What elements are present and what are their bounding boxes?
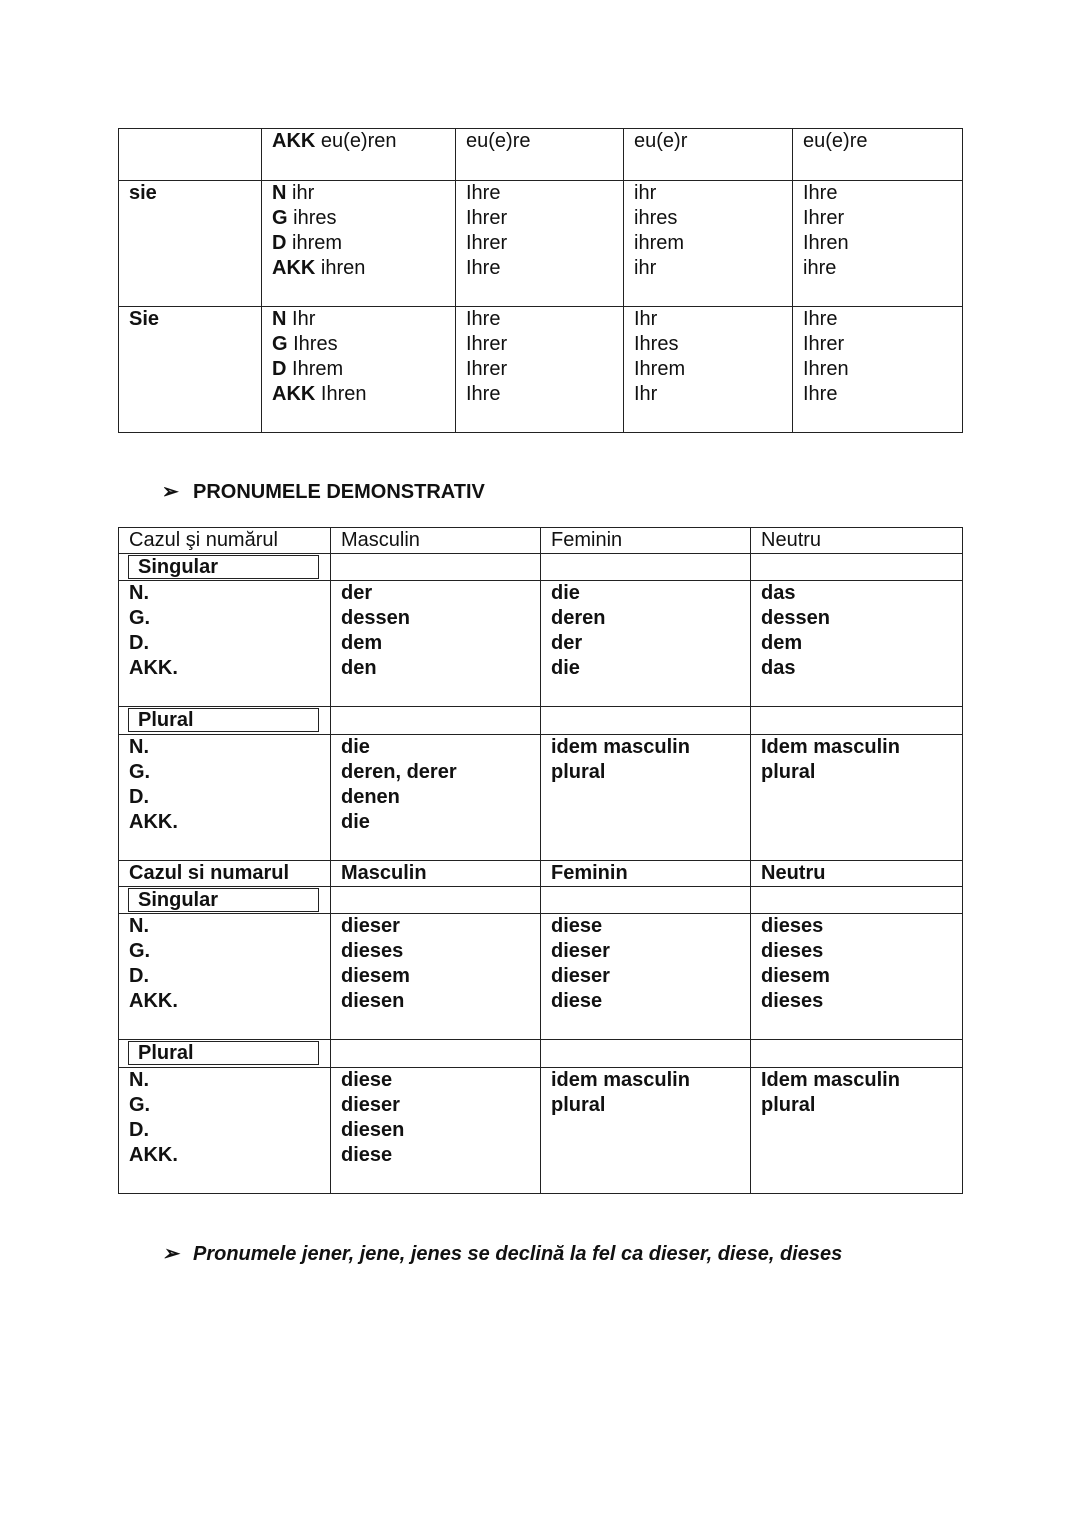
case-abbr: N bbox=[272, 182, 287, 204]
form-line bbox=[466, 206, 623, 231]
form-line bbox=[466, 256, 623, 281]
form-value: der bbox=[551, 632, 583, 654]
number-label-row bbox=[119, 1040, 963, 1068]
case-abbr: AKK bbox=[272, 130, 316, 152]
column-header-text: Cazul si numarul bbox=[129, 862, 290, 884]
form-line bbox=[803, 332, 962, 357]
form-line bbox=[272, 332, 455, 357]
form-value: den bbox=[341, 657, 377, 679]
number-label-cell bbox=[119, 887, 331, 914]
form-value: ihr bbox=[634, 257, 657, 279]
number-label-cell bbox=[119, 707, 331, 735]
number-label-row bbox=[119, 707, 963, 735]
column-header bbox=[751, 528, 963, 554]
form-line bbox=[634, 332, 792, 357]
form-value: Ihren bbox=[803, 232, 849, 254]
form-value: Idem masculin bbox=[761, 1069, 900, 1091]
form-cell bbox=[456, 307, 624, 433]
form-value: ihr bbox=[634, 182, 657, 204]
case-abbr: D bbox=[272, 232, 287, 254]
forms-cell bbox=[541, 914, 751, 1040]
form-value: Ihrer bbox=[466, 207, 508, 229]
form-value: die bbox=[551, 657, 580, 679]
case-abbr: D bbox=[272, 358, 287, 380]
forms-row bbox=[119, 581, 963, 707]
number-label-row bbox=[119, 887, 963, 914]
column-header-text: Feminin bbox=[551, 529, 623, 551]
forms-cell bbox=[751, 735, 963, 861]
case-label: AKK. bbox=[129, 657, 178, 679]
empty-cell bbox=[751, 554, 963, 581]
form-value: ihr bbox=[292, 182, 315, 204]
header-row bbox=[119, 861, 963, 887]
column-header-text: Masculin bbox=[341, 862, 427, 884]
form-cell bbox=[624, 307, 793, 433]
case-label: AKK. bbox=[129, 1144, 178, 1166]
number-label-singular: Singular bbox=[128, 888, 319, 912]
form-value: Ihrer bbox=[803, 207, 845, 229]
case-abbr: G bbox=[272, 333, 288, 355]
form-value: die bbox=[551, 582, 580, 604]
cases-cell bbox=[119, 1068, 331, 1194]
form-line bbox=[803, 129, 962, 154]
form-value: eu(e)re bbox=[803, 130, 868, 152]
cases-cell bbox=[119, 581, 331, 707]
forms-row bbox=[119, 914, 963, 1040]
form-line bbox=[803, 206, 962, 231]
form-value: ihrem bbox=[634, 232, 685, 254]
demonstrative-pronoun-table bbox=[118, 527, 963, 1194]
form-line bbox=[272, 206, 455, 231]
table-row bbox=[119, 129, 963, 181]
forms-row bbox=[119, 1068, 963, 1194]
form-value: diesem bbox=[761, 965, 830, 987]
form-cell bbox=[624, 181, 793, 307]
column-header bbox=[119, 528, 331, 554]
form-line bbox=[803, 231, 962, 256]
form-line bbox=[466, 382, 623, 407]
empty-cell bbox=[541, 707, 751, 735]
case-abbr: AKK bbox=[272, 383, 316, 405]
form-value: plural bbox=[761, 761, 816, 783]
form-value: Ihre bbox=[803, 182, 838, 204]
case-label: G. bbox=[129, 1094, 151, 1116]
case-label: G. bbox=[129, 607, 151, 629]
pronoun-cell bbox=[119, 181, 262, 307]
forms-row bbox=[119, 735, 963, 861]
case-label: AKK. bbox=[129, 990, 178, 1012]
form-line bbox=[466, 129, 623, 154]
form-value: die bbox=[341, 811, 370, 833]
note-text: Pronumele jener, jene, jenes se declină la fel ca dieser, diese, dieses bbox=[193, 1243, 843, 1265]
form-line bbox=[803, 256, 962, 281]
form-value: Ihrer bbox=[803, 333, 845, 355]
form-value: dieses bbox=[341, 940, 404, 962]
form-cell bbox=[262, 181, 456, 307]
form-line bbox=[803, 357, 962, 382]
empty-cell bbox=[331, 1040, 541, 1068]
form-line bbox=[272, 181, 455, 206]
column-header-text: Neutru bbox=[761, 529, 822, 551]
form-line bbox=[634, 231, 792, 256]
empty-cell bbox=[541, 554, 751, 581]
form-value: diese bbox=[341, 1069, 393, 1091]
number-label-singular: Singular bbox=[128, 555, 319, 579]
form-value: diesen bbox=[341, 990, 405, 1012]
form-line bbox=[803, 382, 962, 407]
form-cell bbox=[262, 129, 456, 181]
form-value: dieser bbox=[341, 1094, 400, 1116]
empty-cell bbox=[541, 887, 751, 914]
form-value: diese bbox=[551, 915, 603, 937]
forms-cell bbox=[331, 1068, 541, 1194]
forms-cell bbox=[751, 914, 963, 1040]
form-value: diesen bbox=[341, 1119, 405, 1141]
form-value: das bbox=[761, 657, 796, 679]
empty-cell bbox=[541, 1040, 751, 1068]
form-value: ihrem bbox=[292, 232, 343, 254]
form-value: eu(e)ren bbox=[320, 130, 397, 152]
form-value: diese bbox=[551, 990, 603, 1012]
cases-cell bbox=[119, 735, 331, 861]
form-line bbox=[634, 382, 792, 407]
case-label: N. bbox=[129, 736, 149, 758]
heading-text: PRONUMELE DEMONSTRATIV bbox=[193, 481, 485, 503]
form-value: ihre bbox=[803, 257, 837, 279]
form-value: Ihren bbox=[320, 383, 367, 405]
form-cell bbox=[793, 129, 963, 181]
form-value: Ihrem bbox=[292, 358, 344, 380]
empty-cell bbox=[751, 1040, 963, 1068]
case-label: D. bbox=[129, 1119, 149, 1141]
empty-cell bbox=[331, 554, 541, 581]
form-value: Ihren bbox=[803, 358, 849, 380]
form-line bbox=[803, 307, 962, 332]
pronoun-cell bbox=[119, 307, 262, 433]
form-value: dieser bbox=[341, 915, 400, 937]
form-line bbox=[272, 129, 455, 154]
form-value: ihren bbox=[320, 257, 366, 279]
arrow-bullet-icon: ➢ bbox=[162, 1243, 179, 1265]
form-value: dieses bbox=[761, 915, 824, 937]
form-value: dieser bbox=[551, 940, 610, 962]
note-jener bbox=[162, 1241, 842, 1266]
form-value: denen bbox=[341, 786, 400, 808]
form-value: das bbox=[761, 582, 796, 604]
form-line bbox=[466, 332, 623, 357]
form-line bbox=[272, 256, 455, 281]
form-value: idem masculin bbox=[551, 736, 690, 758]
form-value: Ihres bbox=[293, 333, 338, 355]
form-value: dieses bbox=[761, 940, 824, 962]
form-value: Ihre bbox=[803, 383, 838, 405]
forms-cell bbox=[331, 735, 541, 861]
column-header bbox=[119, 861, 331, 887]
forms-cell bbox=[331, 914, 541, 1040]
form-value: ihres bbox=[293, 207, 337, 229]
form-value: Ihrer bbox=[466, 333, 508, 355]
case-abbr: AKK bbox=[272, 257, 316, 279]
pronoun-cell bbox=[119, 129, 262, 181]
form-cell bbox=[262, 307, 456, 433]
column-header-text: Masculin bbox=[341, 529, 420, 551]
form-value: dieser bbox=[551, 965, 610, 987]
column-header bbox=[751, 861, 963, 887]
form-line bbox=[634, 181, 792, 206]
case-label: D. bbox=[129, 786, 149, 808]
form-line bbox=[466, 357, 623, 382]
case-label: N. bbox=[129, 1069, 149, 1091]
forms-cell bbox=[751, 581, 963, 707]
empty-cell bbox=[751, 887, 963, 914]
form-value: Ihr bbox=[292, 308, 316, 330]
form-value: Ihre bbox=[466, 257, 501, 279]
case-label: D. bbox=[129, 965, 149, 987]
form-cell bbox=[624, 129, 793, 181]
form-value: Ihrem bbox=[634, 358, 686, 380]
arrow-bullet-icon: ➢ bbox=[162, 481, 179, 503]
number-label-plural: Plural bbox=[128, 708, 319, 732]
form-line bbox=[466, 307, 623, 332]
cases-cell bbox=[119, 914, 331, 1040]
form-line bbox=[272, 357, 455, 382]
forms-cell bbox=[541, 735, 751, 861]
form-value: plural bbox=[551, 1094, 606, 1116]
form-line bbox=[272, 231, 455, 256]
form-value: Ihr bbox=[634, 308, 658, 330]
case-label: N. bbox=[129, 582, 149, 604]
case-abbr: N bbox=[272, 308, 287, 330]
column-header-text: Cazul şi numărul bbox=[129, 529, 278, 551]
number-label-row bbox=[119, 554, 963, 581]
pronoun-label: sie bbox=[129, 182, 157, 204]
form-value: eu(e)r bbox=[634, 130, 688, 152]
number-label-cell bbox=[119, 554, 331, 581]
form-value: deren, derer bbox=[341, 761, 457, 783]
form-line bbox=[272, 307, 455, 332]
case-label: N. bbox=[129, 915, 149, 937]
possessive-pronoun-table bbox=[118, 128, 963, 433]
section-heading-demonstrativ bbox=[162, 479, 485, 504]
empty-cell bbox=[331, 887, 541, 914]
form-value: Ihrer bbox=[466, 232, 508, 254]
form-value: eu(e)re bbox=[466, 130, 531, 152]
form-value: Ihre bbox=[466, 182, 501, 204]
forms-cell bbox=[751, 1068, 963, 1194]
form-value: der bbox=[341, 582, 373, 604]
form-cell bbox=[793, 181, 963, 307]
form-value: plural bbox=[551, 761, 606, 783]
case-label: G. bbox=[129, 940, 151, 962]
column-header bbox=[541, 861, 751, 887]
forms-cell bbox=[541, 581, 751, 707]
form-line bbox=[634, 256, 792, 281]
pronoun-label: Sie bbox=[129, 308, 160, 330]
table-row bbox=[119, 307, 963, 433]
form-value: plural bbox=[761, 1094, 816, 1116]
form-value: dessen bbox=[341, 607, 410, 629]
column-header bbox=[541, 528, 751, 554]
table-row bbox=[119, 181, 963, 307]
form-value: diesem bbox=[341, 965, 410, 987]
column-header bbox=[331, 528, 541, 554]
case-abbr: G bbox=[272, 207, 288, 229]
case-label: AKK. bbox=[129, 811, 178, 833]
form-value: dessen bbox=[761, 607, 830, 629]
form-value: Ihres bbox=[634, 333, 679, 355]
form-value: diese bbox=[341, 1144, 393, 1166]
form-value: Ihre bbox=[803, 308, 838, 330]
form-value: ihres bbox=[634, 207, 678, 229]
form-line bbox=[634, 307, 792, 332]
header-row bbox=[119, 528, 963, 554]
form-line bbox=[466, 231, 623, 256]
form-cell bbox=[793, 307, 963, 433]
form-value: Ihre bbox=[466, 383, 501, 405]
empty-cell bbox=[331, 707, 541, 735]
form-line bbox=[634, 129, 792, 154]
form-line bbox=[634, 357, 792, 382]
column-header bbox=[331, 861, 541, 887]
column-header-text: Neutru bbox=[761, 862, 826, 884]
form-value: idem masculin bbox=[551, 1069, 690, 1091]
form-line bbox=[803, 181, 962, 206]
form-value: Ihr bbox=[634, 383, 658, 405]
form-value: deren bbox=[551, 607, 606, 629]
form-value: dieses bbox=[761, 990, 824, 1012]
form-value: Idem masculin bbox=[761, 736, 900, 758]
form-cell bbox=[456, 181, 624, 307]
form-value: Ihrer bbox=[466, 358, 508, 380]
empty-cell bbox=[751, 707, 963, 735]
form-cell bbox=[456, 129, 624, 181]
forms-cell bbox=[331, 581, 541, 707]
forms-cell bbox=[541, 1068, 751, 1194]
number-label-cell bbox=[119, 1040, 331, 1068]
number-label-plural: Plural bbox=[128, 1041, 319, 1065]
form-value: dem bbox=[341, 632, 383, 654]
case-label: G. bbox=[129, 761, 151, 783]
form-value: die bbox=[341, 736, 370, 758]
form-line bbox=[272, 382, 455, 407]
form-line bbox=[634, 206, 792, 231]
case-label: D. bbox=[129, 632, 149, 654]
form-value: Ihre bbox=[466, 308, 501, 330]
form-line bbox=[466, 181, 623, 206]
column-header-text: Feminin bbox=[551, 862, 628, 884]
form-value: dem bbox=[761, 632, 803, 654]
